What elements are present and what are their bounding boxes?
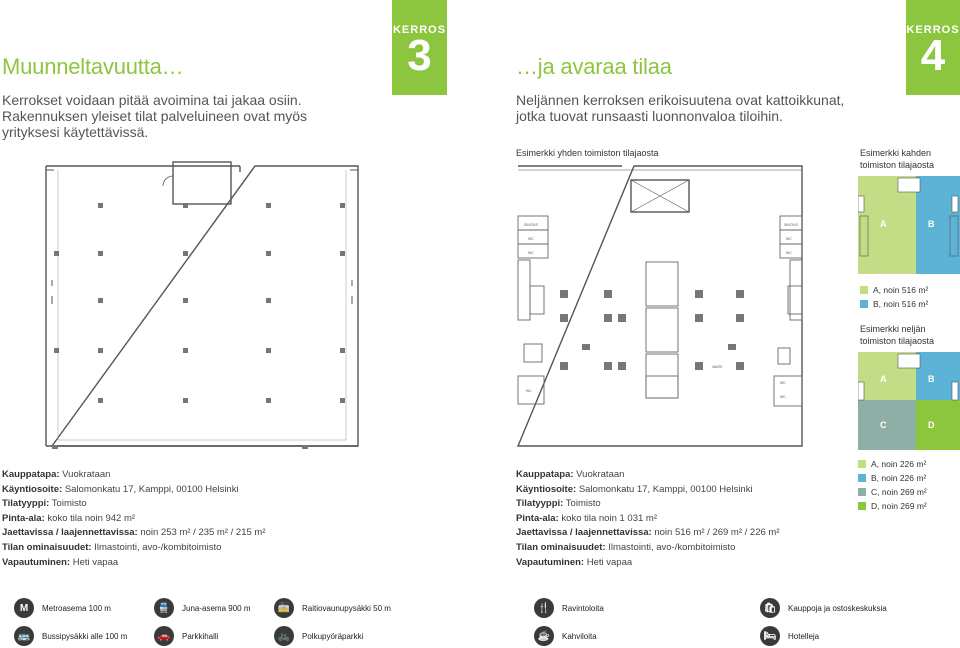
info-right	[516, 468, 780, 570]
legend-swatch	[860, 300, 868, 308]
unit-label: A	[880, 374, 887, 384]
amenity-label: Kahviloita	[562, 631, 597, 641]
four-legend	[858, 457, 927, 513]
two-caption: Esimerkki kahden toimiston tilajaosta	[860, 148, 935, 170]
floor-plan-3	[40, 158, 370, 452]
info-row	[516, 483, 780, 498]
vaate-label: VAATE	[712, 365, 723, 369]
info-label: Kauppatapa:	[516, 469, 574, 480]
info-label: Kauppatapa:	[2, 469, 60, 480]
left-heading: Muunneltavuutta…	[2, 54, 184, 79]
info-value: Ilmastointi, avo-/kombitoimisto	[605, 541, 736, 553]
legend-label: A, noin 516 m²	[873, 285, 929, 295]
siivous-label: SIIVOUS	[524, 223, 538, 227]
train-icon: 🚆	[154, 598, 174, 618]
info-row	[516, 541, 780, 556]
info-row	[2, 483, 266, 498]
amenity-label: Polkupyöräparkki	[302, 631, 364, 641]
info-value: noin 516 m² / 269 m² / 226 m²	[651, 527, 780, 539]
legend-swatch	[858, 502, 866, 510]
info-label: Jaettavissa / laajennettavissa:	[516, 527, 652, 539]
left-lead: Kerrokset voidaan pitää avoimina tai jakaa osiin. Rakennuksen yleiset tilat palveluineen ovat myös yrityksesi käytettävissä.	[2, 92, 308, 140]
wc-label: WC	[528, 251, 534, 255]
info-row	[516, 556, 780, 571]
wc-label: WC	[780, 395, 786, 399]
legend-label: A, noin 226 m²	[871, 459, 927, 469]
kerros-number: 3	[407, 31, 432, 80]
wc-label: WC	[786, 237, 792, 241]
kerros-number: 4	[920, 31, 946, 80]
bus-icon: 🚌	[14, 626, 34, 646]
amenity-label: Bussipysäkki alle 100 m	[42, 631, 128, 641]
info-value: Vuokrataan	[573, 469, 625, 480]
amenity-item	[760, 598, 887, 618]
info-row	[516, 526, 780, 541]
info-row	[2, 556, 266, 571]
amenity-item	[274, 598, 391, 618]
info-value: Heti vapaa	[70, 556, 119, 568]
info-label: Jaettavissa / laajennettavissa:	[2, 527, 138, 539]
kerros-badge-4	[906, 0, 960, 95]
legend-item	[860, 283, 928, 297]
footer-amenities	[0, 590, 960, 648]
legend-label: D, noin 269 m²	[871, 501, 927, 511]
four-office-diagram	[858, 352, 960, 450]
right-lead: Neljännen kerroksen erikoisuutena ovat kattoikkunat, jotka tuovat runsaasti luonnonvaloa tiloihin.	[516, 92, 845, 124]
hotel-icon: 🛏	[760, 626, 780, 646]
legend-swatch	[858, 474, 866, 482]
amenity-label: Ravintoloita	[562, 603, 604, 613]
unit-label: A	[880, 219, 887, 229]
wc-label: WC	[526, 389, 532, 393]
amenity-label: Kauppoja ja ostoskeskuksia	[788, 603, 887, 613]
unit-label: B	[928, 374, 935, 384]
info-label: Tilatyyppi:	[516, 498, 564, 510]
legend-swatch	[860, 286, 868, 294]
two-legend	[860, 283, 928, 311]
coffee-icon: ☕	[534, 626, 554, 646]
unit-label: B	[928, 219, 935, 229]
info-label: Pinta-ala:	[2, 512, 45, 524]
amenity-item	[154, 598, 250, 618]
info-row	[2, 512, 266, 527]
info-label: Tilan ominaisuudet:	[2, 541, 92, 553]
info-row	[2, 468, 266, 483]
legend-item	[858, 499, 927, 513]
shopping-icon: 🛍	[760, 598, 780, 618]
tram-icon: 🚋	[274, 598, 294, 618]
amenity-label: Hotelleja	[788, 631, 820, 641]
bicycle-icon: 🚲	[274, 626, 294, 646]
info-label: Käyntiosoite:	[516, 483, 577, 495]
info-value: koko tila noin 942 m²	[44, 512, 136, 524]
info-left	[2, 468, 266, 570]
four-caption: Esimerkki neljän toimiston tilajaosta	[860, 324, 935, 346]
info-value: noin 253 m² / 235 m² / 215 m²	[137, 527, 266, 539]
amenity-item	[534, 626, 597, 646]
legend-label: B, noin 226 m²	[871, 473, 927, 483]
kerros-label: KERROS	[392, 24, 447, 36]
metro-icon: M	[14, 598, 34, 618]
amenity-item	[14, 598, 111, 618]
amenity-item	[14, 626, 127, 646]
info-row	[516, 468, 780, 483]
legend-swatch	[858, 488, 866, 496]
amenity-label: Parkkihalli	[182, 631, 219, 641]
info-value: Salomonkatu 17, Kamppi, 00100 Helsinki	[62, 483, 239, 495]
info-value: Heti vapaa	[584, 556, 633, 568]
car-icon: 🚗	[154, 626, 174, 646]
legend-item	[858, 457, 927, 471]
legend-item	[858, 485, 927, 499]
restaurant-icon: 🍴	[534, 598, 554, 618]
plan-caption: Esimerkki yhden toimiston tilajaosta	[516, 148, 659, 158]
legend-swatch	[858, 460, 866, 468]
info-row	[2, 497, 266, 512]
legend-label: C, noin 269 m²	[871, 487, 927, 497]
legend-item	[860, 297, 928, 311]
right-heading: …ja avaraa tilaa	[516, 54, 672, 79]
info-value: Ilmastointi, avo-/kombitoimisto	[91, 541, 222, 553]
info-label: Vapautuminen:	[516, 556, 585, 568]
wc-label: WC	[528, 237, 534, 241]
amenity-label: Metroasema 100 m	[42, 603, 111, 613]
info-label: Pinta-ala:	[516, 512, 559, 524]
info-label: Tilan ominaisuudet:	[516, 541, 606, 553]
amenity-item	[154, 626, 218, 646]
info-row	[2, 526, 266, 541]
info-value: Toimisto	[563, 498, 601, 510]
legend-label: B, noin 516 m²	[873, 299, 929, 309]
amenity-item	[760, 626, 819, 646]
info-label: Tilatyyppi:	[2, 498, 50, 510]
siivous-label: SIIVOUS	[784, 223, 798, 227]
info-row	[516, 512, 780, 527]
unit-label: C	[880, 420, 887, 430]
info-label: Vapautuminen:	[2, 556, 71, 568]
amenity-item	[534, 598, 604, 618]
two-office-diagram	[858, 176, 960, 274]
amenity-label: Raitiovaunupysäkki 50 m	[302, 603, 391, 613]
amenity-item	[274, 626, 363, 646]
info-value: koko tila noin 1 031 m²	[558, 512, 657, 524]
floor-plan-4	[512, 158, 818, 452]
wc-label: WC	[786, 251, 792, 255]
kerros-badge-3	[392, 0, 447, 95]
info-value: Salomonkatu 17, Kamppi, 00100 Helsinki	[576, 483, 753, 495]
amenity-label: Juna-asema 900 m	[182, 603, 251, 613]
kerros-label: KERROS	[906, 24, 960, 36]
info-row	[516, 497, 780, 512]
info-value: Vuokrataan	[59, 469, 111, 480]
info-label: Käyntiosoite:	[2, 483, 63, 495]
info-row	[2, 541, 266, 556]
legend-item	[858, 471, 927, 485]
info-value: Toimisto	[49, 498, 87, 510]
unit-label: D	[928, 420, 935, 430]
wc-label: WC	[780, 381, 786, 385]
